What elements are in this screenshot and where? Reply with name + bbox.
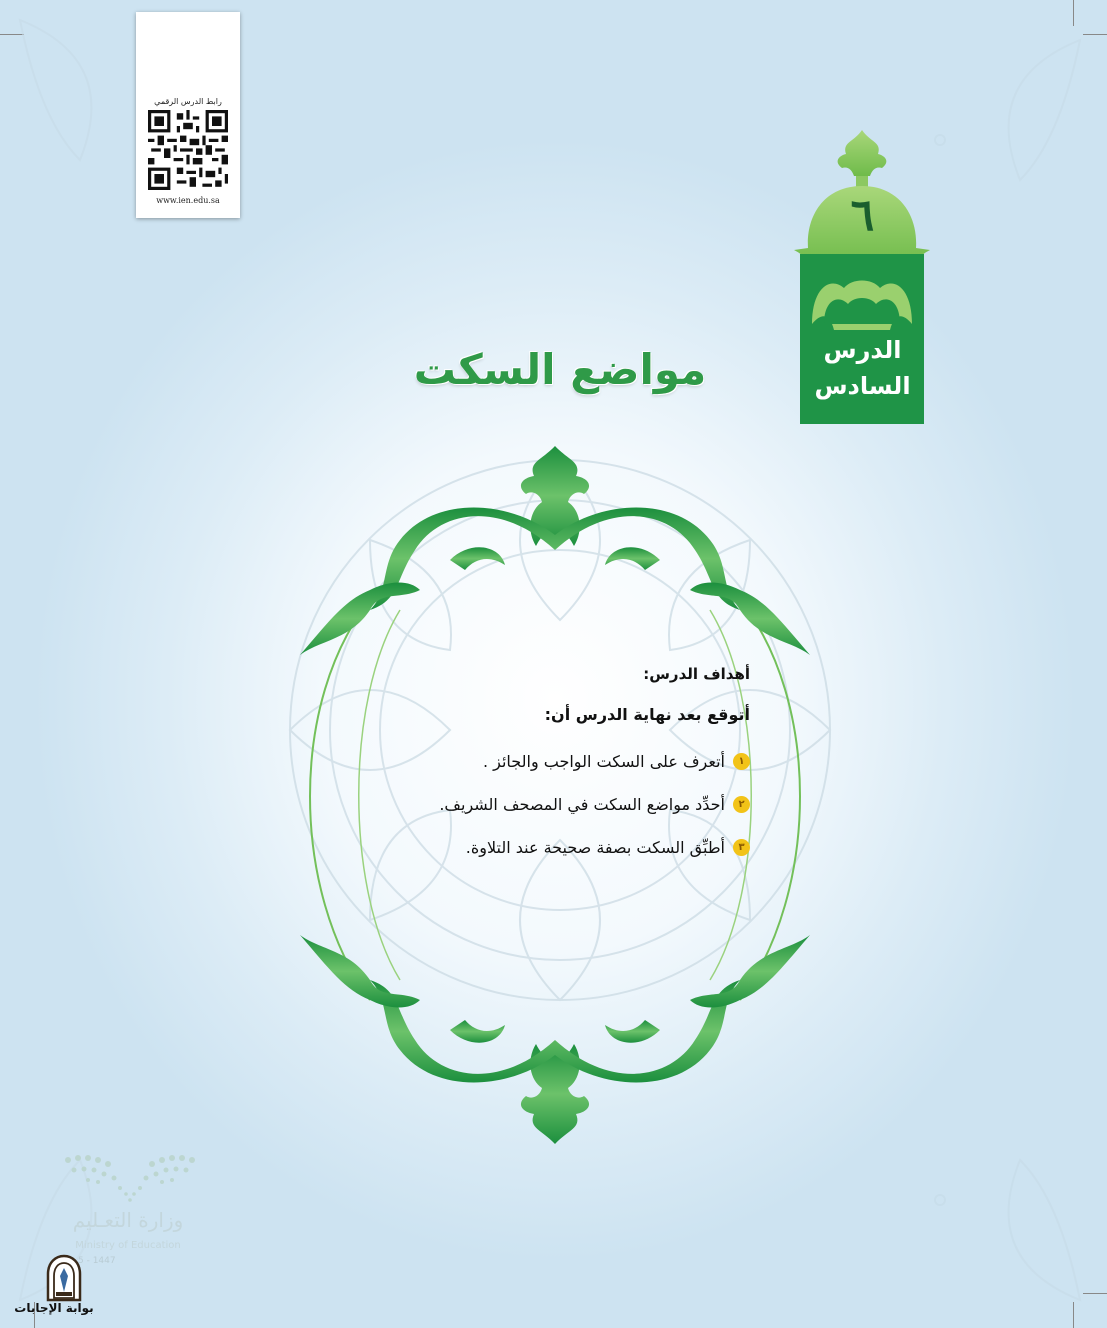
number-bullet: ٢	[733, 796, 750, 813]
objectives-intro: أتوقع بعد نهاية الدرس أن:	[544, 705, 750, 724]
objective-item	[330, 795, 750, 814]
number-bullet: ١	[733, 753, 750, 770]
lesson-number: ٦	[850, 190, 875, 241]
objective-text: أتعرف على السكت الواجب والجائز .	[482, 752, 725, 771]
qr-url[interactable]: www.ien.edu.sa	[156, 196, 220, 205]
objective-text: أحدِّد مواضع السكت في المصحف الشريف.	[439, 795, 725, 814]
objectives-heading: أهداف الدرس:	[643, 665, 750, 683]
watermark-text: بوابة الإجابات	[14, 1301, 94, 1315]
lesson-title: مواضع السكت	[413, 345, 707, 394]
objective-item	[330, 752, 750, 771]
lesson-label-line2: السادس	[814, 372, 911, 400]
qr-card[interactable]	[136, 12, 240, 218]
qr-code-icon[interactable]	[148, 110, 228, 190]
lesson-badge	[790, 128, 935, 424]
lesson-label-line1: الدرس	[823, 336, 902, 364]
number-bullet: ٣	[733, 839, 750, 856]
objective-text: أطبِّق السكت بصفة صحيحة عند التلاوة.	[465, 838, 725, 857]
edition-year: 5 - 1447	[78, 1256, 116, 1266]
lesson-objectives	[330, 665, 750, 881]
objective-item	[330, 838, 750, 857]
ministry-name-english: Ministry of Education	[75, 1240, 181, 1251]
ministry-name-arabic: وزارة التعـليم	[72, 1208, 184, 1232]
qr-caption: رابط الدرس الرقمي	[154, 97, 222, 106]
answers-gate-logo-icon	[44, 1254, 84, 1302]
